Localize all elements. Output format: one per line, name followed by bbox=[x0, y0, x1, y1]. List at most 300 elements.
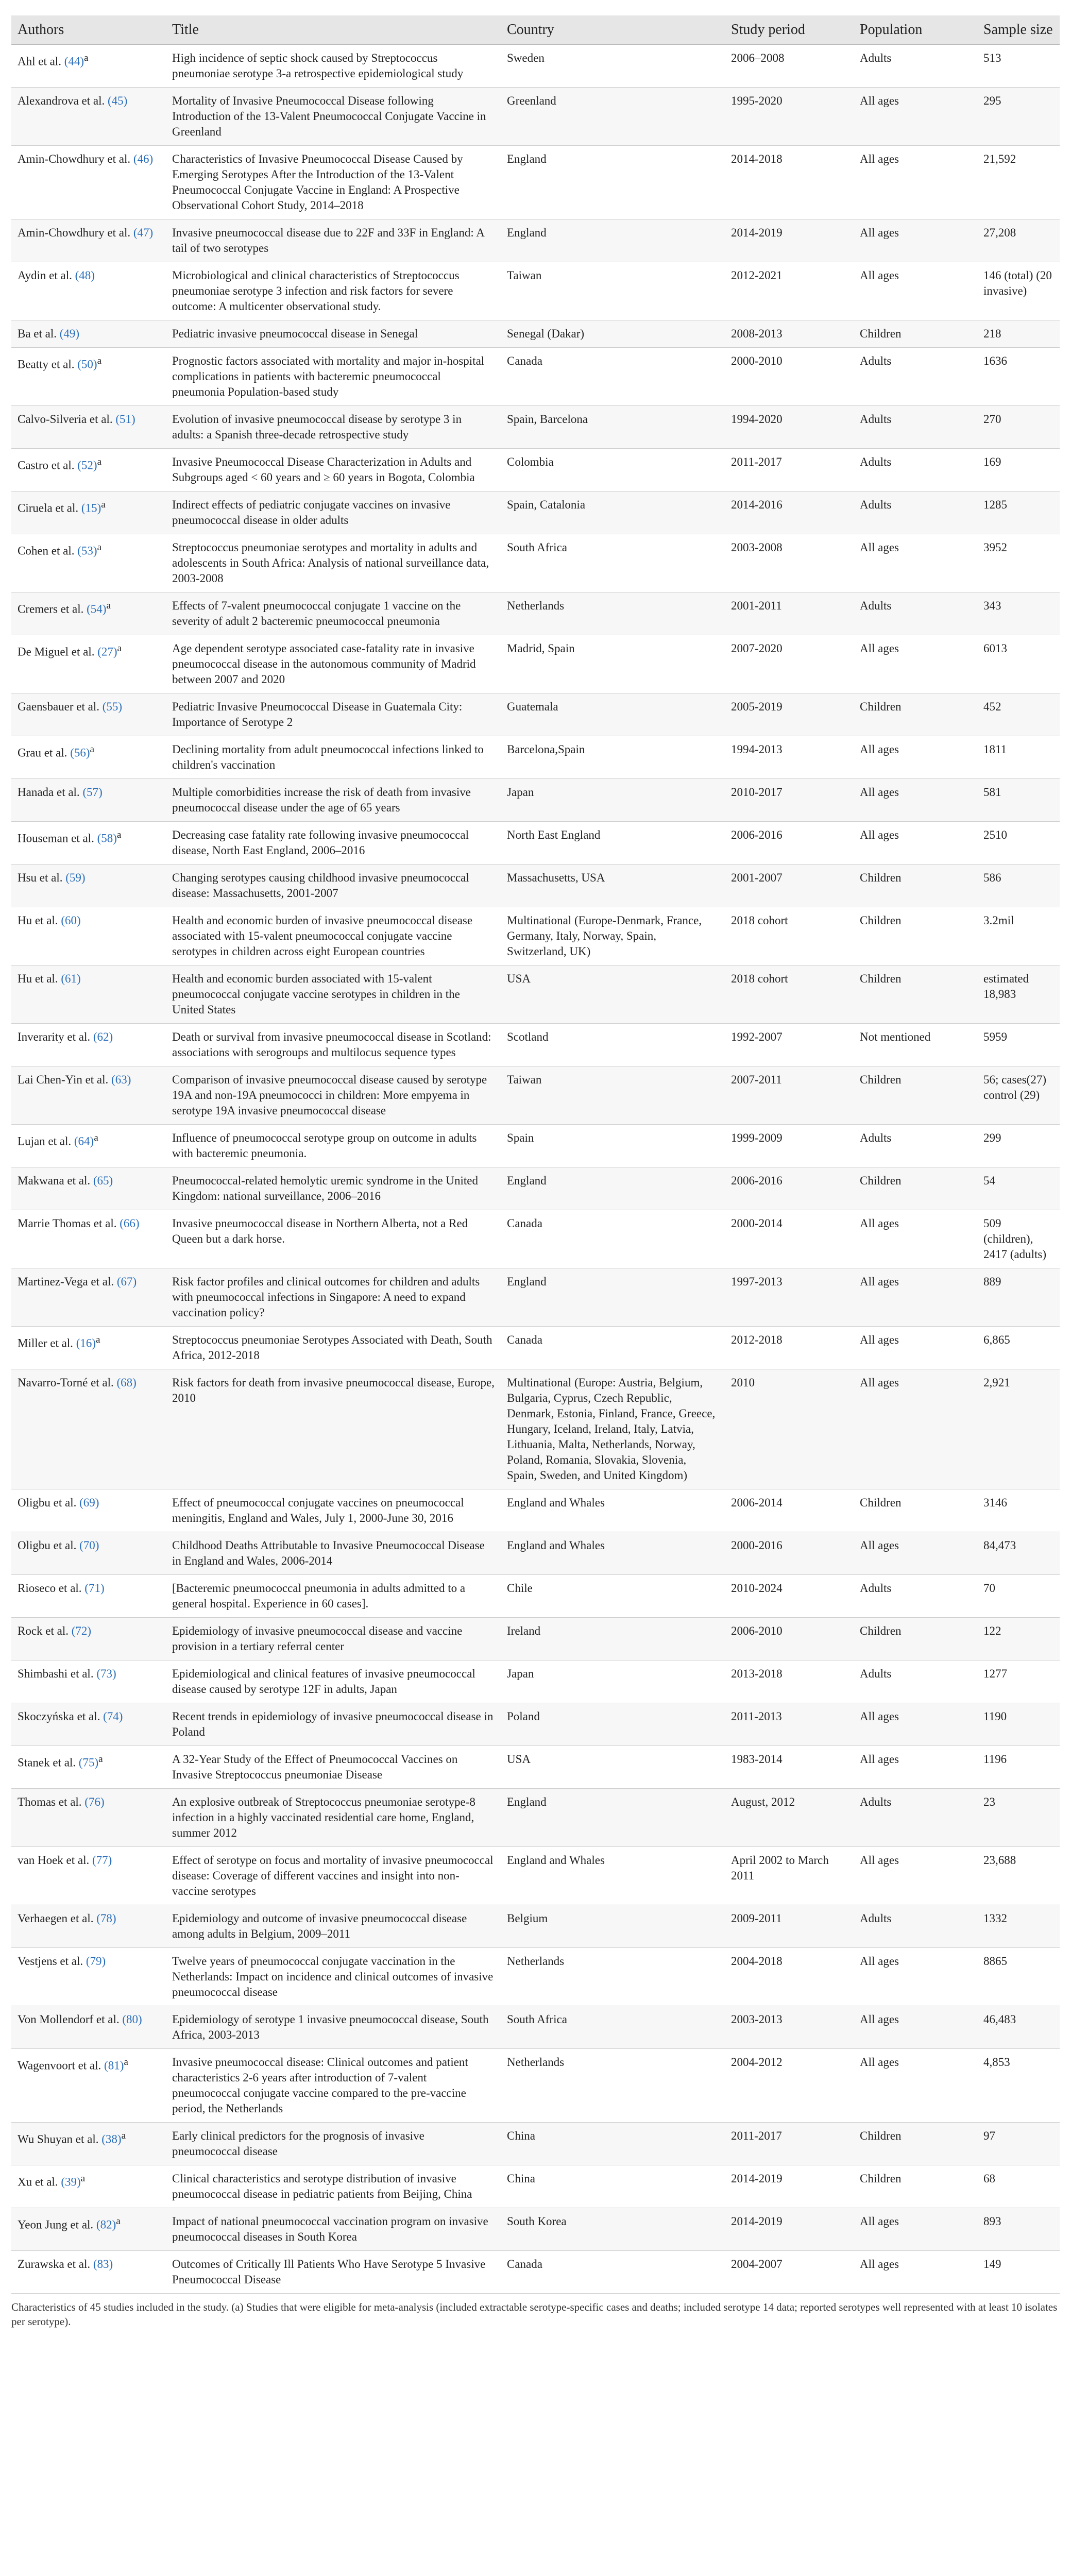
sample-size-cell: 581 bbox=[977, 779, 1060, 822]
title-cell: Decreasing case fatality rate following invasive pneumococcal disease, North East England, 2006–2016 bbox=[166, 822, 501, 865]
header-title: Title bbox=[166, 15, 501, 45]
sample-size-cell: 218 bbox=[977, 320, 1060, 348]
author-cell bbox=[11, 219, 166, 262]
population-cell: Adults bbox=[854, 1125, 977, 1167]
author-cell bbox=[11, 2165, 166, 2208]
author-name: Ahl et al. bbox=[18, 55, 61, 68]
author-cell bbox=[11, 1746, 166, 1789]
author-name: Marrie Thomas et al. bbox=[18, 1217, 117, 1230]
reference-link[interactable]: (79) bbox=[86, 1955, 106, 1968]
period-cell: 2000-2016 bbox=[725, 1532, 854, 1575]
title-cell: [Bacteremic pneumococcal pneumonia in adults admitted to a general hospital. Experience in 60 cases]. bbox=[166, 1575, 501, 1618]
period-cell: 2006-2016 bbox=[725, 1167, 854, 1210]
table-row bbox=[11, 1066, 1060, 1125]
table-row bbox=[11, 406, 1060, 449]
table-row bbox=[11, 1327, 1060, 1369]
sample-size-cell: 23,688 bbox=[977, 1847, 1060, 1905]
table-row bbox=[11, 2049, 1060, 2123]
period-cell: 2006-2016 bbox=[725, 822, 854, 865]
sample-size-cell: 46,483 bbox=[977, 2006, 1060, 2049]
period-cell: 2012-2021 bbox=[725, 262, 854, 320]
meta-analysis-mark: a bbox=[96, 1334, 100, 1345]
table-row bbox=[11, 88, 1060, 146]
sample-size-cell: 4,853 bbox=[977, 2049, 1060, 2123]
population-cell: All ages bbox=[854, 822, 977, 865]
period-cell: 2014-2019 bbox=[725, 2165, 854, 2208]
sample-size-cell: 5959 bbox=[977, 1024, 1060, 1066]
title-cell: Indirect effects of pediatric conjugate vaccines on invasive pneumococcal disease in older adults bbox=[166, 492, 501, 534]
reference-link[interactable]: (68) bbox=[116, 1376, 137, 1389]
reference-link[interactable]: (59) bbox=[65, 871, 86, 884]
title-cell: Characteristics of Invasive Pneumococcal Disease Caused by Emerging Serotypes After the Introduction of the 13-Valent Pneumococcal Conjugate Vaccine in England: A Prospective Observational Cohort Study, 2014–2018 bbox=[166, 146, 501, 219]
period-cell: 2011-2017 bbox=[725, 2123, 854, 2165]
table-row bbox=[11, 1660, 1060, 1703]
table-row bbox=[11, 1746, 1060, 1789]
period-cell: 2014-2016 bbox=[725, 492, 854, 534]
title-cell: Microbiological and clinical characteristics of Streptococcus pneumoniae serotype 3 infection and risk factors for severe outcome: A multicenter observational study. bbox=[166, 262, 501, 320]
sample-size-cell: 21,592 bbox=[977, 146, 1060, 219]
population-cell: Children bbox=[854, 907, 977, 965]
sample-size-cell: 97 bbox=[977, 2123, 1060, 2165]
table-body bbox=[11, 45, 1060, 2294]
title-cell: Early clinical predictors for the prognosis of invasive pneumococcal disease bbox=[166, 2123, 501, 2165]
table-row bbox=[11, 449, 1060, 492]
header-country: Country bbox=[501, 15, 725, 45]
table-row bbox=[11, 1847, 1060, 1905]
reference-link[interactable]: (62) bbox=[93, 1030, 113, 1043]
reference-link[interactable]: (78) bbox=[96, 1912, 116, 1925]
period-cell: April 2002 to March 2011 bbox=[725, 1847, 854, 1905]
country-cell: Multinational (Europe: Austria, Belgium, Bulgaria, Cyprus, Czech Republic, Denmark, Estonia, Finland, France, Greece, Hungary, Iceland, Ireland, Italy, Latvia, Lithuania, Malta, Netherlands, Norway, Poland, Romania, Slovakia, Slovenia, Spain, Sweden, and United Kingdom) bbox=[501, 1369, 725, 1489]
meta-analysis-mark: a bbox=[101, 499, 106, 510]
reference-link[interactable]: (39) bbox=[61, 2175, 81, 2189]
country-cell: Canada bbox=[501, 348, 725, 406]
title-cell: Declining mortality from adult pneumococcal infections linked to children's vaccination bbox=[166, 736, 501, 779]
reference-link[interactable]: (77) bbox=[92, 1854, 112, 1867]
period-cell: August, 2012 bbox=[725, 1789, 854, 1847]
author-cell bbox=[11, 320, 166, 348]
title-cell: Age dependent serotype associated case-fatality rate in invasive pneumococcal disease in the autonomous community of Madrid between 2007 and 2020 bbox=[166, 635, 501, 693]
title-cell: Comparison of invasive pneumococcal disease caused by serotype 19A and non-19A pneumococci in children: More empyema in serotype 19A invasive pneumococcal disease bbox=[166, 1066, 501, 1125]
country-cell: Massachusetts, USA bbox=[501, 865, 725, 907]
author-cell bbox=[11, 45, 166, 88]
population-cell: All ages bbox=[854, 146, 977, 219]
period-cell: 2001-2007 bbox=[725, 865, 854, 907]
table-row bbox=[11, 1210, 1060, 1268]
meta-analysis-mark: a bbox=[97, 456, 102, 467]
reference-link[interactable]: (38) bbox=[101, 2132, 122, 2146]
country-cell: Greenland bbox=[501, 88, 725, 146]
reference-link[interactable]: (60) bbox=[61, 914, 81, 927]
population-cell: Children bbox=[854, 1066, 977, 1125]
author-cell bbox=[11, 965, 166, 1024]
sample-size-cell: 8865 bbox=[977, 1948, 1060, 2006]
title-cell: Mortality of Invasive Pneumococcal Disease following Introduction of the 13-Valent Pneumococcal Conjugate Vaccine in Greenland bbox=[166, 88, 501, 146]
sample-size-cell: 1190 bbox=[977, 1703, 1060, 1746]
meta-analysis-mark: a bbox=[121, 2130, 126, 2141]
author-name: Amin-Chowdhury et al. bbox=[18, 152, 131, 165]
country-cell: South Africa bbox=[501, 534, 725, 592]
reference-link[interactable]: (45) bbox=[107, 94, 128, 107]
header-population: Population bbox=[854, 15, 977, 45]
population-cell: All ages bbox=[854, 635, 977, 693]
sample-size-cell: 6,865 bbox=[977, 1327, 1060, 1369]
population-cell: All ages bbox=[854, 534, 977, 592]
sample-size-cell: 509 (children), 2417 (adults) bbox=[977, 1210, 1060, 1268]
population-cell: Adults bbox=[854, 1789, 977, 1847]
reference-link[interactable]: (72) bbox=[71, 1624, 92, 1637]
period-cell: 1983-2014 bbox=[725, 1746, 854, 1789]
period-cell: 2018 cohort bbox=[725, 965, 854, 1024]
population-cell: Children bbox=[854, 1489, 977, 1532]
table-row bbox=[11, 219, 1060, 262]
country-cell: South Africa bbox=[501, 2006, 725, 2049]
author-name: Skoczyńska et al. bbox=[18, 1710, 100, 1723]
reference-link[interactable]: (75) bbox=[78, 1756, 99, 1769]
reference-link[interactable]: (51) bbox=[115, 413, 135, 426]
author-name: Von Mollendorf et al. bbox=[18, 2013, 120, 2026]
author-name: Hanada et al. bbox=[18, 786, 80, 799]
population-cell: Children bbox=[854, 1618, 977, 1660]
sample-size-cell: 270 bbox=[977, 406, 1060, 449]
studies-table bbox=[11, 15, 1060, 2294]
population-cell: All ages bbox=[854, 2049, 977, 2123]
country-cell: Multinational (Europe-Denmark, France, Germany, Italy, Norway, Spain, Switzerland, UK) bbox=[501, 907, 725, 965]
sample-size-cell: 1636 bbox=[977, 348, 1060, 406]
author-name: Ba et al. bbox=[18, 327, 57, 340]
reference-link[interactable]: (64) bbox=[74, 1134, 94, 1148]
sample-size-cell: 3.2mil bbox=[977, 907, 1060, 965]
title-cell: Impact of national pneumococcal vaccination program on invasive pneumococcal diseases in South Korea bbox=[166, 2208, 501, 2251]
period-cell: 2011-2017 bbox=[725, 449, 854, 492]
table-row bbox=[11, 1125, 1060, 1167]
author-name: Grau et al. bbox=[18, 746, 67, 759]
title-cell: Invasive pneumococcal disease in Northern Alberta, not a Red Queen but a dark horse. bbox=[166, 1210, 501, 1268]
title-cell: Health and economic burden of invasive pneumococcal disease associated with 15-valent pneumococcal conjugate vaccine serotypes in children across eight European countries bbox=[166, 907, 501, 965]
author-cell bbox=[11, 1905, 166, 1948]
table-row bbox=[11, 907, 1060, 965]
reference-link[interactable]: (57) bbox=[82, 786, 103, 799]
period-cell: 2009-2011 bbox=[725, 1905, 854, 1948]
title-cell: High incidence of septic shock caused by Streptococcus pneumoniae serotype 3-a retrospective epidemiological study bbox=[166, 45, 501, 88]
title-cell: Pediatric invasive pneumococcal disease in Senegal bbox=[166, 320, 501, 348]
population-cell: Adults bbox=[854, 348, 977, 406]
author-cell bbox=[11, 449, 166, 492]
population-cell: All ages bbox=[854, 779, 977, 822]
sample-size-cell: 889 bbox=[977, 1268, 1060, 1327]
reference-link[interactable]: (69) bbox=[79, 1496, 99, 1509]
title-cell: Prognostic factors associated with mortality and major in-hospital complications in patients with bacteremic pneumococcal pneumonia Population-based study bbox=[166, 348, 501, 406]
reference-link[interactable]: (16) bbox=[76, 1336, 96, 1350]
table-row bbox=[11, 736, 1060, 779]
period-cell: 2003-2008 bbox=[725, 534, 854, 592]
country-cell: England bbox=[501, 1789, 725, 1847]
reference-link[interactable]: (27) bbox=[97, 645, 117, 658]
population-cell: Not mentioned bbox=[854, 1024, 977, 1066]
meta-analysis-mark: a bbox=[124, 2057, 128, 2067]
title-cell: Effect of pneumococcal conjugate vaccines on pneumococcal meningitis, England and Wales, July 1, 2000-June 30, 2016 bbox=[166, 1489, 501, 1532]
country-cell: Netherlands bbox=[501, 1948, 725, 2006]
table-row bbox=[11, 1703, 1060, 1746]
reference-link[interactable]: (46) bbox=[133, 152, 154, 165]
country-cell: Netherlands bbox=[501, 2049, 725, 2123]
period-cell: 1997-2013 bbox=[725, 1268, 854, 1327]
header-row bbox=[11, 15, 1060, 45]
header-study-period: Study period bbox=[725, 15, 854, 45]
title-cell: Pneumococcal-related hemolytic uremic syndrome in the United Kingdom: national surveillance, 2006–2016 bbox=[166, 1167, 501, 1210]
reference-link[interactable]: (63) bbox=[111, 1073, 131, 1086]
reference-link[interactable]: (53) bbox=[77, 544, 97, 557]
population-cell: Children bbox=[854, 2165, 977, 2208]
population-cell: Adults bbox=[854, 492, 977, 534]
reference-link[interactable]: (67) bbox=[116, 1275, 137, 1288]
meta-analysis-mark: a bbox=[98, 1754, 103, 1765]
country-cell: Ireland bbox=[501, 1618, 725, 1660]
author-cell bbox=[11, 1268, 166, 1327]
reference-link[interactable]: (74) bbox=[103, 1710, 123, 1723]
author-name: Xu et al. bbox=[18, 2175, 58, 2189]
reference-link[interactable]: (55) bbox=[102, 700, 123, 713]
title-cell: Streptococcus pneumoniae Serotypes Associated with Death, South Africa, 2012-2018 bbox=[166, 1327, 501, 1369]
author-cell bbox=[11, 1532, 166, 1575]
sample-size-cell: 122 bbox=[977, 1618, 1060, 1660]
author-cell bbox=[11, 2049, 166, 2123]
sample-size-cell: 586 bbox=[977, 865, 1060, 907]
reference-link[interactable]: (80) bbox=[122, 2013, 142, 2026]
author-cell bbox=[11, 406, 166, 449]
population-cell: All ages bbox=[854, 2006, 977, 2049]
table-row bbox=[11, 2006, 1060, 2049]
country-cell: England bbox=[501, 1268, 725, 1327]
author-name: Oligbu et al. bbox=[18, 1539, 77, 1552]
table-row bbox=[11, 146, 1060, 219]
population-cell: All ages bbox=[854, 262, 977, 320]
country-cell: Canada bbox=[501, 1327, 725, 1369]
table-row bbox=[11, 534, 1060, 592]
country-cell: China bbox=[501, 2165, 725, 2208]
title-cell: Multiple comorbidities increase the risk of death from invasive pneumococcal disease under the age of 65 years bbox=[166, 779, 501, 822]
country-cell: Chile bbox=[501, 1575, 725, 1618]
sample-size-cell: 84,473 bbox=[977, 1532, 1060, 1575]
reference-link[interactable]: (48) bbox=[75, 269, 95, 282]
title-cell: Epidemiology of serotype 1 invasive pneumococcal disease, South Africa, 2003-2013 bbox=[166, 2006, 501, 2049]
period-cell: 1992-2007 bbox=[725, 1024, 854, 1066]
reference-link[interactable]: (73) bbox=[96, 1667, 116, 1680]
title-cell: An explosive outbreak of Streptococcus pneumoniae serotype-8 infection in a highly vaccinated residential care home, England, summer 2012 bbox=[166, 1789, 501, 1847]
author-name: Castro et al. bbox=[18, 459, 75, 472]
country-cell: Taiwan bbox=[501, 262, 725, 320]
sample-size-cell: 6013 bbox=[977, 635, 1060, 693]
reference-link[interactable]: (76) bbox=[84, 1795, 105, 1808]
title-cell: Pediatric Invasive Pneumococcal Disease in Guatemala City: Importance of Serotype 2 bbox=[166, 693, 501, 736]
author-name: Wu Shuyan et al. bbox=[18, 2132, 99, 2146]
period-cell: 2014-2019 bbox=[725, 2208, 854, 2251]
sample-size-cell: 56; cases(27) control (29) bbox=[977, 1066, 1060, 1125]
sample-size-cell: 27,208 bbox=[977, 219, 1060, 262]
reference-link[interactable]: (83) bbox=[93, 2258, 113, 2270]
population-cell: Adults bbox=[854, 406, 977, 449]
author-cell bbox=[11, 1024, 166, 1066]
sample-size-cell: 1811 bbox=[977, 736, 1060, 779]
table-row bbox=[11, 693, 1060, 736]
author-cell bbox=[11, 779, 166, 822]
table-row bbox=[11, 1369, 1060, 1489]
reference-link[interactable]: (52) bbox=[77, 459, 97, 472]
country-cell: Netherlands bbox=[501, 592, 725, 635]
population-cell: Adults bbox=[854, 449, 977, 492]
author-name: Rioseco et al. bbox=[18, 1582, 82, 1595]
table-row bbox=[11, 635, 1060, 693]
reference-link[interactable]: (54) bbox=[87, 602, 107, 616]
period-cell: 2007-2020 bbox=[725, 635, 854, 693]
country-cell: Barcelona,Spain bbox=[501, 736, 725, 779]
title-cell: Epidemiology and outcome of invasive pneumococcal disease among adults in Belgium, 2009–2011 bbox=[166, 1905, 501, 1948]
table-row bbox=[11, 1489, 1060, 1532]
reference-link[interactable]: (50) bbox=[77, 358, 97, 371]
population-cell: Children bbox=[854, 693, 977, 736]
author-name: Hu et al. bbox=[18, 914, 58, 927]
population-cell: Children bbox=[854, 865, 977, 907]
meta-analysis-mark: a bbox=[97, 542, 102, 553]
country-cell: Madrid, Spain bbox=[501, 635, 725, 693]
reference-link[interactable]: (44) bbox=[64, 55, 84, 68]
meta-analysis-mark: a bbox=[106, 600, 111, 611]
table-row bbox=[11, 1024, 1060, 1066]
title-cell: Risk factor profiles and clinical outcomes for children and adults with pneumococcal infections in Singapore: A need to expand vaccination policy? bbox=[166, 1268, 501, 1327]
period-cell: 2000-2010 bbox=[725, 348, 854, 406]
country-cell: England and Whales bbox=[501, 1532, 725, 1575]
country-cell: Belgium bbox=[501, 1905, 725, 1948]
period-cell: 2010-2024 bbox=[725, 1575, 854, 1618]
sample-size-cell: 54 bbox=[977, 1167, 1060, 1210]
sample-size-cell: 3146 bbox=[977, 1489, 1060, 1532]
meta-analysis-mark: a bbox=[94, 1132, 98, 1143]
table-row bbox=[11, 348, 1060, 406]
title-cell: Effect of serotype on focus and mortality of invasive pneumococcal disease: Coverage of different vaccines and insight into non-vaccine serotypes bbox=[166, 1847, 501, 1905]
period-cell: 2003-2013 bbox=[725, 2006, 854, 2049]
author-name: Verhaegen et al. bbox=[18, 1912, 94, 1925]
reference-link[interactable]: (56) bbox=[70, 746, 90, 759]
author-name: Rock et al. bbox=[18, 1624, 69, 1637]
author-name: Miller et al. bbox=[18, 1336, 73, 1350]
country-cell: Sweden bbox=[501, 45, 725, 88]
population-cell: All ages bbox=[854, 736, 977, 779]
period-cell: 2007-2011 bbox=[725, 1066, 854, 1125]
population-cell: All ages bbox=[854, 1327, 977, 1369]
reference-link[interactable]: (61) bbox=[61, 972, 81, 985]
period-cell: 2001-2011 bbox=[725, 592, 854, 635]
country-cell: USA bbox=[501, 965, 725, 1024]
author-cell bbox=[11, 492, 166, 534]
meta-analysis-mark: a bbox=[117, 643, 122, 654]
reference-link[interactable]: (82) bbox=[96, 2218, 116, 2231]
title-cell: Invasive pneumococcal disease: Clinical outcomes and patient characteristics 2-6 years after introduction of 7-valent pneumococcal conjugate vaccine compared to the pre-vaccine period, the Netherlands bbox=[166, 2049, 501, 2123]
reference-link[interactable]: (49) bbox=[59, 327, 80, 340]
author-name: Hsu et al. bbox=[18, 871, 63, 884]
title-cell: Health and economic burden associated with 15-valent pneumococcal conjugate vaccine serotypes in children in the United States bbox=[166, 965, 501, 1024]
reference-link[interactable]: (65) bbox=[93, 1174, 113, 1187]
sample-size-cell: 513 bbox=[977, 45, 1060, 88]
country-cell: Canada bbox=[501, 1210, 725, 1268]
author-name: Thomas et al. bbox=[18, 1795, 82, 1808]
reference-link[interactable]: (47) bbox=[133, 226, 154, 239]
title-cell: Effects of 7-valent pneumococcal conjugate 1 vaccine on the severity of adult 2 bacteremic pneumococcal pneumonia bbox=[166, 592, 501, 635]
sample-size-cell: 149 bbox=[977, 2251, 1060, 2294]
author-name: Martinez-Vega et al. bbox=[18, 1275, 114, 1288]
sample-size-cell: 893 bbox=[977, 2208, 1060, 2251]
period-cell: 2014-2018 bbox=[725, 146, 854, 219]
author-name: Vestjens et al. bbox=[18, 1955, 83, 1968]
country-cell: Spain, Barcelona bbox=[501, 406, 725, 449]
author-name: Makwana et al. bbox=[18, 1174, 91, 1187]
country-cell: China bbox=[501, 2123, 725, 2165]
author-name: Shimbashi et al. bbox=[18, 1667, 94, 1680]
table-row bbox=[11, 1575, 1060, 1618]
author-cell bbox=[11, 1210, 166, 1268]
table-caption: Characteristics of 45 studies included in the study. (a) Studies that were eligible for meta-analysis (included extractable serotype-specific cases and deaths; included serotype 14 data; reported serotypes well represented with at least 10 isolates per serotype). bbox=[11, 2301, 1058, 2328]
table-row bbox=[11, 1268, 1060, 1327]
population-cell: Adults bbox=[854, 1905, 977, 1948]
title-cell: Streptococcus pneumoniae serotypes and mortality in adults and adolescents in South Africa: Analysis of national surveillance data, 2003-2008 bbox=[166, 534, 501, 592]
author-cell bbox=[11, 907, 166, 965]
reference-link[interactable]: (66) bbox=[120, 1217, 140, 1230]
title-cell: Outcomes of Critically Ill Patients Who Have Serotype 5 Invasive Pneumococcal Disease bbox=[166, 2251, 501, 2294]
population-cell: Adults bbox=[854, 1575, 977, 1618]
reference-link[interactable]: (58) bbox=[97, 832, 117, 845]
author-name: Wagenvoort et al. bbox=[18, 2059, 101, 2072]
table-row bbox=[11, 1532, 1060, 1575]
sample-size-cell: 68 bbox=[977, 2165, 1060, 2208]
sample-size-cell: 343 bbox=[977, 592, 1060, 635]
table-row bbox=[11, 1905, 1060, 1948]
author-cell bbox=[11, 2006, 166, 2049]
country-cell: England bbox=[501, 1167, 725, 1210]
author-name: De Miguel et al. bbox=[18, 645, 95, 658]
author-cell bbox=[11, 1489, 166, 1532]
author-name: Houseman et al. bbox=[18, 832, 94, 845]
author-cell bbox=[11, 2208, 166, 2251]
reference-link[interactable]: (71) bbox=[84, 1582, 105, 1595]
population-cell: All ages bbox=[854, 2208, 977, 2251]
population-cell: Children bbox=[854, 2123, 977, 2165]
author-cell bbox=[11, 146, 166, 219]
population-cell: All ages bbox=[854, 2251, 977, 2294]
period-cell: 2010-2017 bbox=[725, 779, 854, 822]
author-cell bbox=[11, 1575, 166, 1618]
country-cell: Canada bbox=[501, 2251, 725, 2294]
sample-size-cell: 1285 bbox=[977, 492, 1060, 534]
population-cell: All ages bbox=[854, 1268, 977, 1327]
sample-size-cell: estimated 18,983 bbox=[977, 965, 1060, 1024]
title-cell: Death or survival from invasive pneumococcal disease in Scotland: associations with serogroups and multilocus sequence types bbox=[166, 1024, 501, 1066]
country-cell: Colombia bbox=[501, 449, 725, 492]
reference-link[interactable]: (70) bbox=[79, 1539, 99, 1552]
reference-link[interactable]: (81) bbox=[104, 2059, 124, 2072]
author-cell bbox=[11, 693, 166, 736]
period-cell: 2008-2013 bbox=[725, 320, 854, 348]
table-row bbox=[11, 1167, 1060, 1210]
population-cell: All ages bbox=[854, 1210, 977, 1268]
period-cell: 2013-2018 bbox=[725, 1660, 854, 1703]
author-cell bbox=[11, 865, 166, 907]
title-cell: Childhood Deaths Attributable to Invasive Pneumococcal Disease in England and Wales, 2006-2014 bbox=[166, 1532, 501, 1575]
reference-link[interactable]: (15) bbox=[81, 501, 101, 515]
sample-size-cell: 70 bbox=[977, 1575, 1060, 1618]
population-cell: Adults bbox=[854, 592, 977, 635]
sample-size-cell: 3952 bbox=[977, 534, 1060, 592]
table-row bbox=[11, 262, 1060, 320]
sample-size-cell: 452 bbox=[977, 693, 1060, 736]
